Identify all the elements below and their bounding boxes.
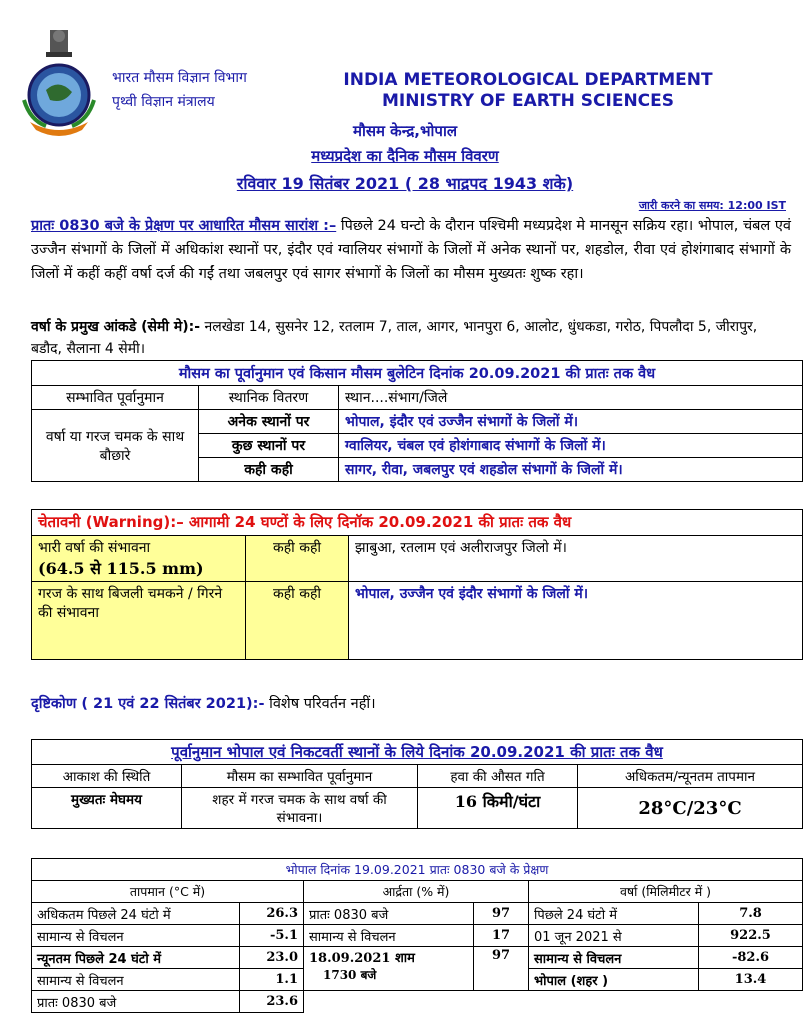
english-line-2: MINISTRY OF EARTH SCIENCES [381, 91, 675, 111]
rain-figures-text: नलखेडा 14, सुसनेर 12, रतलाम 7, ताल, आगर, भानपुरा 6, आलोट, धुंधकडा, गरोठ, पिपलौदा 5, जीरापुर, बडौद, सैलाना 4 सेमी। [31, 319, 758, 357]
outlook [31, 693, 376, 713]
obs-label: सामान्य से विचलन [304, 925, 474, 947]
obs-value: 17 [474, 925, 529, 947]
bhopal-header: हवा की औसत गति [418, 765, 578, 788]
warning-table [31, 509, 803, 660]
warning-type-text: भारी वर्षा की संभावना [38, 540, 151, 556]
english-department-name [322, 70, 734, 112]
obs-label: न्यूनतम पिछले 24 घंटो में [32, 947, 240, 969]
obs-value: 7.8 [699, 903, 803, 925]
obs-empty [304, 991, 803, 1013]
observation-title: भोपाल दिनांक 19.09.2021 प्रातः 0830 बजे के प्रेक्षण [32, 859, 803, 881]
hindi-department-name [112, 66, 247, 114]
wind-speed: 16 किमी/घंटा [418, 788, 578, 829]
bhopal-header: अधिकतम/न्यूनतम तापमान [578, 765, 803, 788]
bhopal-header: आकाश की स्थिति [32, 765, 182, 788]
obs-label: पिछले 24 घंटो में [529, 903, 699, 925]
obs-label-line: 1730 बजे [323, 968, 377, 982]
obs-label [304, 947, 474, 991]
warning-title: चेतावनी (Warning):– आगामी 24 घण्टों के लिए दिनॉक 20.09.2021 की प्रातः तक वैध [32, 510, 803, 536]
rain-figures [31, 316, 791, 360]
forecast-col-header: स्थान....संभाग/जिले [339, 386, 803, 410]
obs-header: तापमान (°C में) [32, 881, 304, 903]
expected-weather: शहर में गरज चमक के साथ वर्षा की संभावना। [182, 788, 418, 829]
obs-label: सामान्य से विचलन [529, 947, 699, 969]
forecast-places [339, 410, 803, 434]
obs-label-line: 18.09.2021 शाम [309, 951, 415, 966]
obs-header: वर्षा (मिलिमीटर में ) [529, 881, 803, 903]
summary-heading: प्रातः 0830 बजे के प्रेक्षण पर आधारित मौसम सारांश :– [31, 218, 337, 234]
english-line-1: INDIA METEOROLOGICAL DEPARTMENT [343, 70, 713, 90]
obs-value: 1.1 [240, 969, 304, 991]
forecast-places-text: ग्वालियर, चंबल एवं होशंगाबाद संभागों के जिलों में। [345, 438, 606, 454]
forecast-col-header: सम्भावित पूर्वानुमान [32, 386, 199, 410]
warning-type [32, 536, 246, 582]
obs-label: सामान्य से विचलन [32, 925, 240, 947]
forecast-places [339, 434, 803, 458]
forecast-distribution: अनेक स्थानों पर [199, 410, 339, 434]
outlook-label: दृष्टिकोण ( 21 एवं 22 सितंबर 2021):- [31, 696, 265, 712]
forecast-category: वर्षा या गरज चमक के साथ बौछारे [32, 410, 199, 482]
summary-text: पिछले 24 घन्टो के दौरान पश्चिमी मध्यप्रदेश मे मानसून सक्रिय रहा। भोपाल, चंबल एवं उज्जैन संभागों के जिलों में अधिकांश स्थानों पर, इंदौर एवं ग्वालियर संभागों के जिलों में अनेक स्थानों पर, शहडोल, रीवा एवं होशंगाबाद संभागों के जिलों में कहीं कहीं वर्षा दर्ज की गईं तथा जबलपुर एवं सागर संभागों के जिलों का मौसम मुख्यतः शुष्क रहा। [31, 218, 791, 282]
bhopal-forecast-title: पूर्वानुमान भोपाल एवं निकटवर्ती स्थानों के लिये दिनांक 20.09.2021 की प्रातः तक वैध [32, 740, 803, 765]
issue-time: जारी करने का समय: 12:00 IST [638, 199, 786, 212]
obs-value: -82.6 [699, 947, 803, 969]
obs-label: अधिकतम पिछले 24 घंटो में [32, 903, 240, 925]
warning-range: (64.5 से 115.5 mm) [38, 559, 204, 578]
obs-label: सामान्य से विचलन [32, 969, 240, 991]
obs-value: -5.1 [240, 925, 304, 947]
obs-value: 97 [474, 903, 529, 925]
obs-value: 23.6 [240, 991, 304, 1013]
date-line: रविवार 19 सितंबर 2021 ( 28 भाद्रपद 1943 शके) [236, 174, 574, 193]
forecast-table [31, 360, 803, 482]
forecast-places [339, 458, 803, 482]
forecast-places-text: सागर, रीवा, जबलपुर एवं शहडोल संभागों के जिलों में। [345, 462, 623, 478]
obs-value: 97 [474, 947, 529, 991]
hindi-line-2: पृथ्वी विज्ञान मंत्रालय [112, 94, 215, 110]
sky-condition: मुख्यतः मेघमय [32, 788, 182, 829]
obs-label: भोपाल (शहर ) [529, 969, 699, 991]
obs-label: प्रातः 0830 बजे [304, 903, 474, 925]
bhopal-header: मौसम का सम्भावित पूर्वानुमान [182, 765, 418, 788]
warning-places: झाबुआ, रतलाम एवं अलीराजपुर जिलो में। [349, 536, 803, 582]
center-name: मौसम केन्द्र,भोपाल [352, 122, 457, 140]
weather-summary [31, 214, 791, 286]
forecast-title: मौसम का पूर्वानुमान एवं किसान मौसम बुलेटिन दिनांक 20.09.2021 की प्रातः तक वैध [32, 361, 803, 386]
warning-type: गरज के साथ बिजली चमकने / गिरने की संभावना [32, 582, 246, 660]
max-min-temp: 28°C/23°C [578, 788, 803, 829]
bulletin-title: मध्यप्रदेश का दैनिक मौसम विवरण [311, 147, 499, 165]
obs-value: 13.4 [699, 969, 803, 991]
warning-places: भोपाल, उज्जैन एवं इंदौर संभागों के जिलों में। [349, 582, 803, 660]
obs-label: प्रातः 0830 बजे [32, 991, 240, 1013]
outlook-text: विशेष परिवर्तन नहीं। [269, 696, 376, 712]
forecast-distribution: कुछ स्थानों पर [199, 434, 339, 458]
warning-distribution: कही कही [246, 536, 349, 582]
obs-value: 23.0 [240, 947, 304, 969]
obs-value: 26.3 [240, 903, 304, 925]
bhopal-forecast-table [31, 739, 803, 829]
hindi-line-1: भारत मौसम विज्ञान विभाग [112, 70, 247, 86]
warning-distribution: कही कही [246, 582, 349, 660]
forecast-places-text: भोपाल, इंदौर एवं उज्जैन संभागों के जिलों में। [345, 414, 578, 430]
observation-table [31, 858, 803, 1013]
rain-figures-label: वर्षा के प्रमुख आंकडे (सेमी मे):- [31, 319, 201, 335]
forecast-distribution: कही कही [199, 458, 339, 482]
obs-value: 922.5 [699, 925, 803, 947]
obs-header: आर्द्रता (% में) [304, 881, 529, 903]
obs-label: 01 जून 2021 से [529, 925, 699, 947]
forecast-col-header: स्थानिक वितरण [199, 386, 339, 410]
